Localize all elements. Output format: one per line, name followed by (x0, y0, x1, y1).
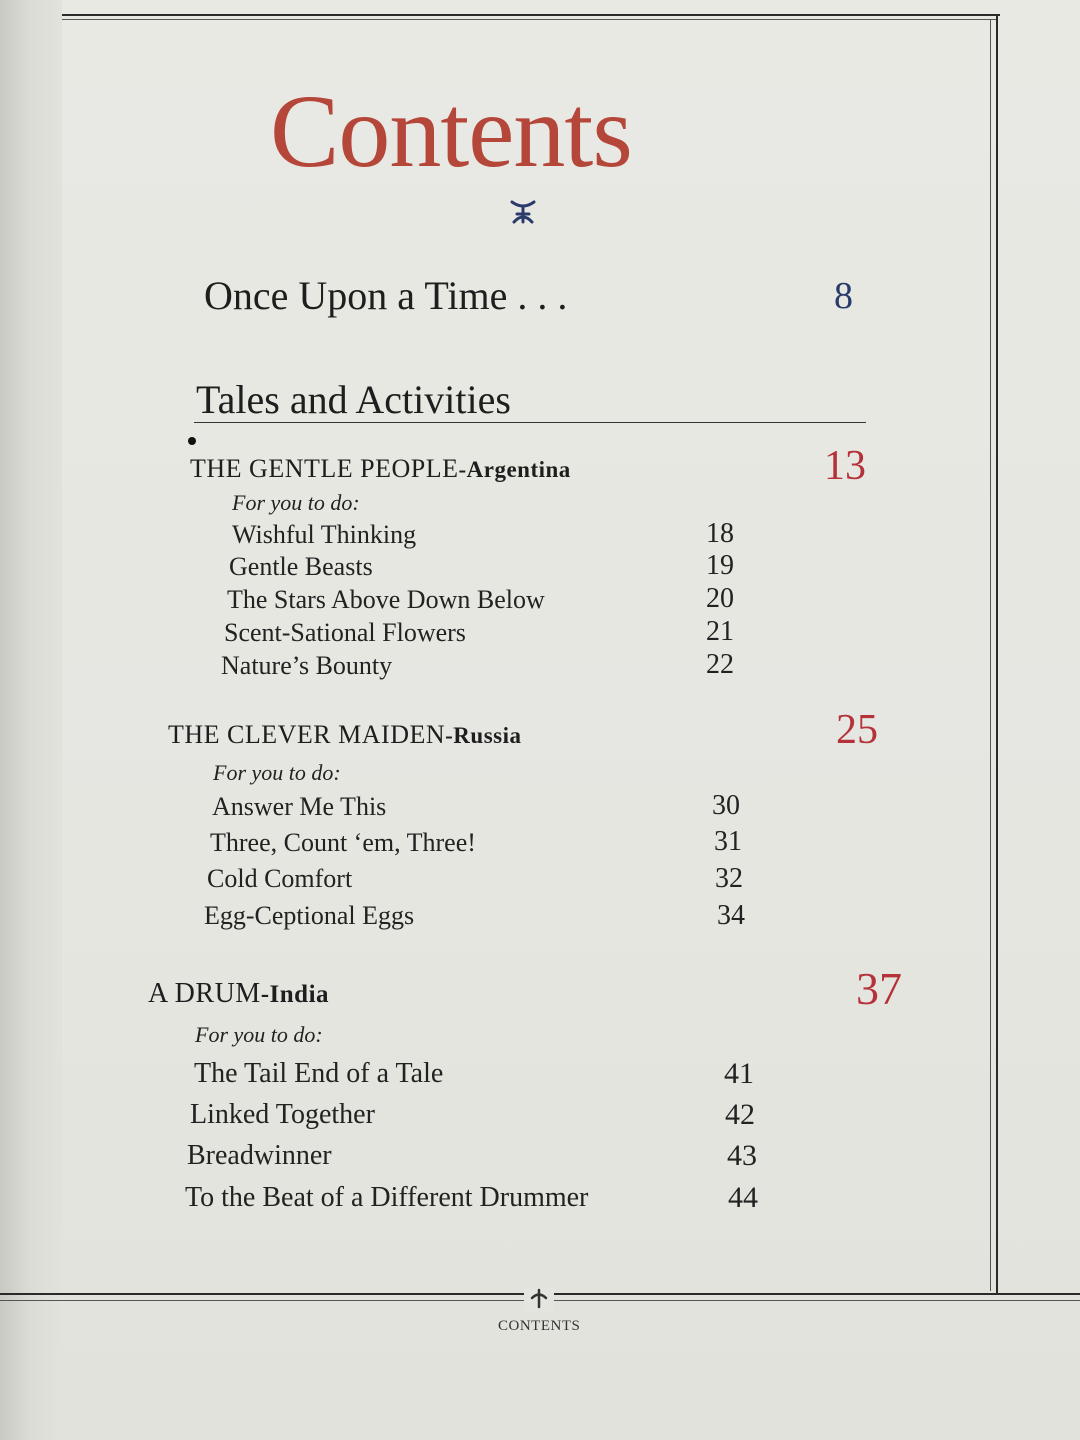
activity-page: 22 (706, 649, 734, 680)
activity-label: The Stars Above Down Below (227, 585, 545, 614)
activity-page: 32 (715, 863, 743, 894)
fleur-ornament-icon (524, 1287, 554, 1311)
border-top-rule (62, 14, 1000, 16)
section-rule (194, 422, 866, 423)
story-name: A DRUM (148, 978, 261, 1009)
story-country: -Argentina (458, 457, 571, 482)
story-name: THE GENTLE PEOPLE (190, 454, 459, 483)
story-title (148, 978, 329, 1010)
activity-label: Nature’s Bounty (221, 651, 393, 680)
activity-page: 42 (725, 1098, 755, 1131)
activity-label: Cold Comfort (207, 864, 353, 893)
page-title: Contents (270, 74, 632, 189)
activity-label: Three, Count ‘em, Three! (210, 828, 476, 857)
story-country: -Russia (445, 723, 522, 748)
story-page-number: 25 (836, 707, 878, 753)
activity-page: 44 (728, 1181, 758, 1214)
activity-page: 31 (714, 826, 742, 857)
activity-page: 18 (706, 518, 734, 549)
story-title (190, 454, 571, 484)
activity-label: Answer Me This (212, 792, 387, 821)
for-you-label: For you to do: (195, 1022, 323, 1047)
activity-page: 19 (706, 550, 734, 581)
for-you-label: For you to do: (232, 490, 360, 515)
activity-page: 34 (717, 900, 745, 931)
activity-page: 43 (727, 1139, 757, 1172)
activity-label: Scent-Sational Flowers (224, 618, 466, 647)
activity-page: 21 (706, 616, 734, 647)
story-name: THE CLEVER MAIDEN (168, 720, 446, 749)
activity-label: Linked Together (190, 1099, 375, 1130)
for-you-label: For you to do: (213, 760, 341, 785)
activity-label: The Tail End of a Tale (194, 1058, 444, 1089)
section-heading: Tales and Activities (196, 377, 511, 422)
border-right-rule (996, 14, 998, 1294)
bullet-dot (188, 437, 196, 445)
border-right-inner-rule (990, 19, 991, 1291)
activity-label: Wishful Thinking (232, 520, 417, 549)
activity-label: Breadwinner (187, 1140, 332, 1171)
activity-label: Egg-Ceptional Eggs (204, 901, 415, 930)
story-country: -India (260, 981, 330, 1008)
activity-page: 30 (712, 790, 740, 821)
intro-page-number: 8 (834, 275, 853, 317)
intro-label: Once Upon a Time . . . (204, 273, 568, 318)
fleur-ornament-icon (508, 196, 538, 226)
activity-label: Gentle Beasts (229, 552, 373, 581)
activity-page: 41 (724, 1057, 754, 1090)
story-title (168, 720, 522, 750)
activity-label: To the Beat of a Different Drummer (185, 1182, 589, 1213)
border-top-inner-rule (62, 19, 996, 20)
activity-page: 20 (706, 583, 734, 614)
story-page-number: 37 (856, 963, 902, 1014)
footer-label: CONTENTS (498, 1318, 581, 1334)
story-page-number: 13 (824, 443, 866, 489)
